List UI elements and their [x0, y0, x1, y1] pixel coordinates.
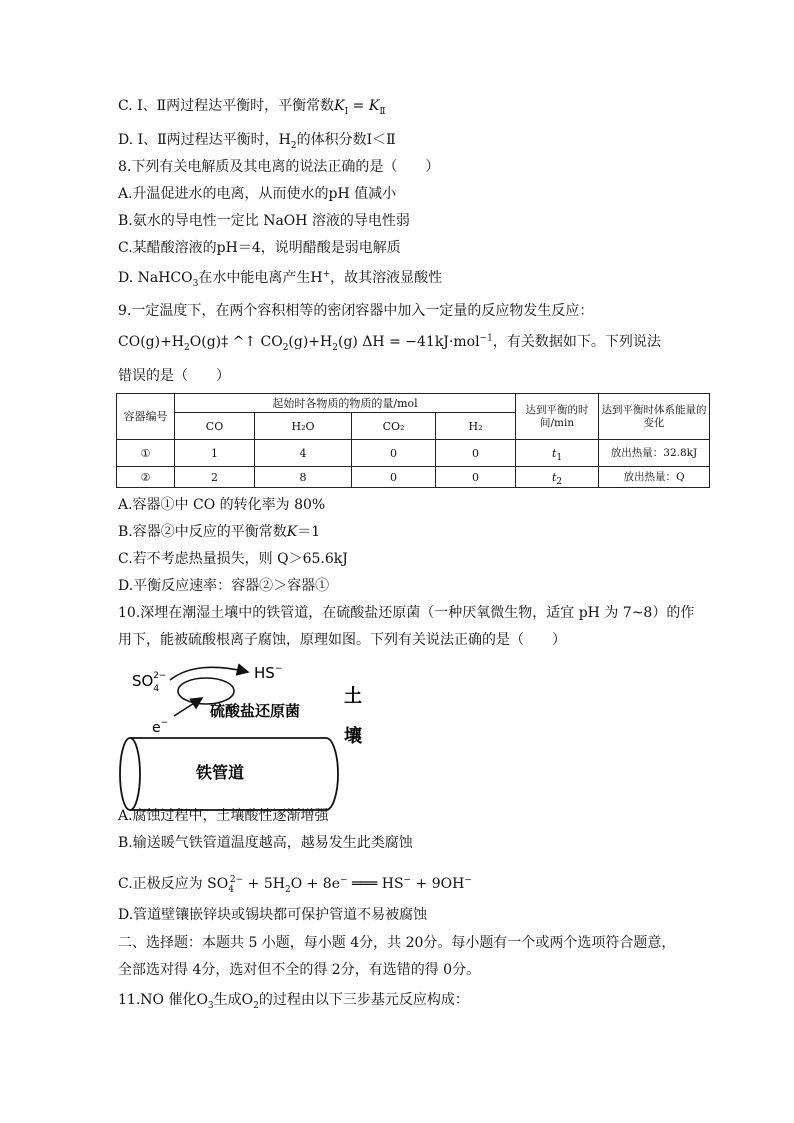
q11-stem: 11.NO 催化$O_3$生成$O_2$的过程由以下三步基元反应构成： — [118, 992, 469, 1011]
q8-option-a: A.升温促进水的电离，从而使水的pH 值减小 — [118, 186, 397, 202]
q8-option-b: B.氨水的导电性一定比 NaOH 溶液的导电性弱 — [118, 213, 410, 229]
soil-label-2: 壤 — [344, 726, 362, 747]
sulfate-label: $SO_42-$ — [132, 671, 167, 694]
q9-option-a: A.容器①中 CO 的转化率为 80% — [118, 497, 326, 513]
corrosion-diagram-svg — [118, 658, 378, 816]
q8-option-c: C.某醋酸溶液的pH＝4，说明醋酸是弱电解质 — [118, 240, 401, 256]
q7-option-d: D. Ⅰ、Ⅱ两过程达平衡时，$H_2$的体积分数Ⅰ＜Ⅱ — [118, 132, 396, 151]
electron-label: e− — [152, 718, 169, 736]
q9-data-table — [116, 393, 710, 488]
q10-option-c: C.正极反应为 $SO_4^{2-} + 5H_2O + 8e^-$ ═══ HS− + 9OH− — [118, 875, 472, 895]
table-row: ② 2 8 0 0 $t_2$ 放出热量：Q — [117, 467, 710, 488]
pipe-label: 铁管道 — [196, 763, 245, 782]
bacteria-ellipse — [178, 678, 234, 704]
q10-stem-end: 用下，能被硫酸根离子腐蚀，原理如图。下列有关说法正确的是（ ） — [118, 632, 566, 648]
q10-stem: 10.深埋在潮湿土壤中的铁管道，在硫酸盐还原菌（一种厌氧微生物，适宜 pH 为 7~8）的作 — [118, 605, 695, 621]
q9-stem-end: 错误的是（ ） — [118, 368, 230, 384]
section2-instructions-2: 全部选对得 4分，选对但不全的得 2分，有选错的得 0分。 — [118, 962, 481, 978]
q9-equation: $CO(g)+H_2O(g)\ddagger$ ^↑ $CO_2(g)+H_2(g) \Delta H = -41kJ\cdot mol^{-1}$，有关数据如下。下列说法 — [118, 333, 661, 353]
q9-option-c: C.若不考虑热量损失，则 Q＞65.6kJ — [118, 551, 348, 567]
q9-option-b: B.容器②中反应的平衡常数K＝1 — [118, 524, 321, 540]
q9-option-d: D.平衡反应速率：容器②＞容器① — [118, 578, 330, 594]
section2-instructions-1: 二、选择题：本题共 5 小题，每小题 4分，共 20分。每小题有一个或两个选项符合题意， — [118, 935, 676, 951]
iron-pipe-end — [120, 738, 140, 810]
q10-option-d: D.管道壁镶嵌锌块或锡块都可保护管道不易被腐蚀 — [118, 907, 428, 923]
q9-stem: 9.一定温度下，在两个容积相等的密闭容器中加入一定量的反应物发生反应： — [118, 303, 594, 319]
table-row: ① 1 4 0 0 $t_1$ 放出热量：32.8kJ — [117, 440, 710, 467]
col-co2: CO₂ — [352, 413, 436, 440]
col-h2o: H₂O — [255, 413, 352, 440]
q10-option-b: B.输送暖气铁管道温度越高，越易发生此类腐蚀 — [118, 835, 413, 851]
q10-option-a: A.腐蚀过程中，土壤酸性逐渐增强 — [118, 808, 329, 824]
corrosion-diagram — [118, 658, 378, 816]
q7-option-c: C. Ⅰ、Ⅱ两过程达平衡时，平衡常数$K_Ⅰ = K_Ⅱ$ — [118, 98, 386, 117]
col-co: CO — [175, 413, 255, 440]
header-start-amount: 起始时各物质的物质的量/mol — [175, 394, 516, 413]
header-energy: 达到平衡时体系能量的变化 — [599, 394, 710, 440]
bisulfide-label: HS− — [254, 664, 283, 682]
bacteria-label: 硫酸盐还原菌 — [210, 702, 301, 720]
q8-stem: 8.下列有关电解质及其电离的说法正确的是（ ） — [118, 159, 440, 175]
soil-label-1: 土 — [344, 686, 362, 707]
header-container: 容器编号 — [117, 394, 175, 440]
q8-option-d: D. NaHCO$_3$在水中能电离产生H+，故其溶液显酸性 — [118, 269, 443, 289]
col-h2: H₂ — [436, 413, 516, 440]
header-time: 达到平衡的时间/min — [516, 394, 599, 440]
